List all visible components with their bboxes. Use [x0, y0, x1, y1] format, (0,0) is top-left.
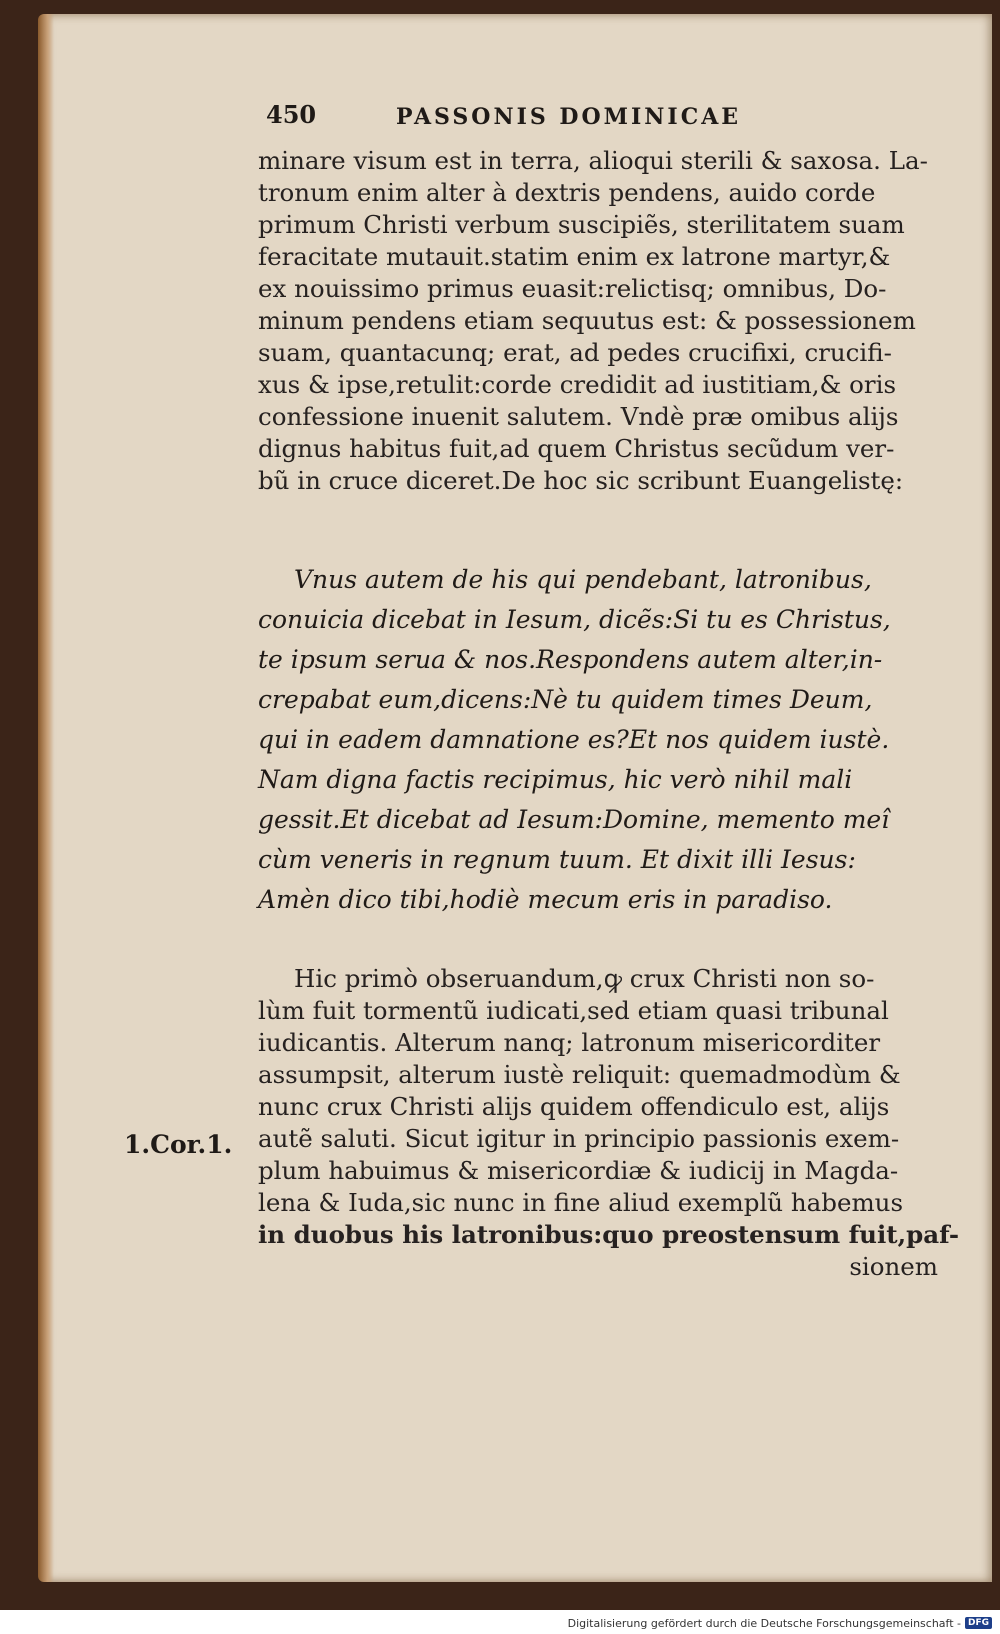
running-head: PASSONIS DOMINICAE	[396, 104, 742, 130]
text-line: confessione inuenit salutem. Vndè præ omibus alijs	[258, 402, 899, 431]
dfg-logo: DFG	[965, 1617, 992, 1629]
footer	[568, 1614, 992, 1632]
page-edge	[38, 14, 54, 1582]
text-line: bũ in cruce diceret.De hoc sic scribunt Euangelistę:	[258, 466, 904, 495]
text-line: xus & ipse,retulit:corde credidit ad iustitiam,& oris	[258, 370, 897, 399]
quote-line: te ipsum serua & nos.Respondens autem alter,in-	[258, 645, 883, 674]
text-line: assumpsit, alterum iustè reliquit: quemadmodùm &	[258, 1060, 901, 1089]
paragraph-1	[258, 145, 958, 497]
text-line: dignus habitus fuit,ad quem Christus secũdum ver-	[258, 434, 895, 463]
text-line: tronum enim alter à dextris pendens, auido corde	[258, 178, 876, 207]
paragraph-2	[258, 963, 958, 1283]
text-line: minare visum est in terra, alioqui sterili & saxosa. La-	[258, 146, 928, 175]
quote-line: gessit.Et dicebat ad Iesum:Domine, memento meî	[258, 805, 890, 834]
quote-line: Nam digna factis recipimus, hic verò nihil mali	[258, 765, 853, 794]
text-line: ex nouissimo primus euasit:relictisq; omnibus, Do-	[258, 274, 887, 303]
footer-text: Digitalisierung gefördert durch die Deutsche Forschungsgemeinschaft -	[567, 1616, 961, 1630]
quote-line: Vnus autem de his qui pendebant, latronibus,	[294, 565, 872, 594]
text-line: suam, quantacunq; erat, ad pedes crucifixi, crucifi-	[258, 338, 892, 367]
page-header	[266, 100, 826, 134]
quote-line: qui in eadem damnatione es?Et nos quidem iustè.	[258, 725, 890, 754]
margin-note: 1.Cor.1.	[124, 1130, 233, 1159]
text-line: Hic primò obseruandum,ꝙ crux Christi non so-	[294, 964, 875, 993]
catchword: sionem	[849, 1252, 938, 1281]
scripture-quote	[258, 560, 958, 920]
text-line: lena & Iuda,sic nunc in fine aliud exemplũ habemus	[258, 1188, 904, 1217]
text-line: in duobus his latronibus:quo preostensum fuit,paf-	[258, 1220, 959, 1249]
quote-line: conuicia dicebat in Iesum, dicẽs:Si tu es Christus,	[258, 605, 891, 634]
text-line: iudicantis. Alterum nanq; latronum misericorditer	[258, 1028, 881, 1057]
text-line: feracitate mutauit.statim enim ex latrone martyr,&	[258, 242, 891, 271]
text-line: plum habuimus & misericordiæ & iudicij in Magda-	[258, 1156, 899, 1185]
text-line: autẽ saluti. Sicut igitur in principio passionis exem-	[258, 1124, 900, 1153]
text-line: primum Christi verbum suscipiẽs, sterilitatem suam	[258, 210, 905, 239]
page-number: 450	[266, 100, 317, 129]
quote-line: cùm veneris in regnum tuum. Et dixit illi Iesus:	[258, 845, 856, 874]
quote-line: Amèn dico tibi,hodiè mecum eris in paradiso.	[258, 885, 833, 914]
text-line: lùm fuit tormentũ iudicati,sed etiam quasi tribunal	[258, 996, 889, 1025]
text-line: minum pendens etiam sequutus est: & possessionem	[258, 306, 916, 335]
text-line: nunc crux Christi alijs quidem offendiculo est, alijs	[258, 1092, 890, 1121]
quote-line: crepabat eum,dicens:Nè tu quidem times Deum,	[258, 685, 873, 714]
